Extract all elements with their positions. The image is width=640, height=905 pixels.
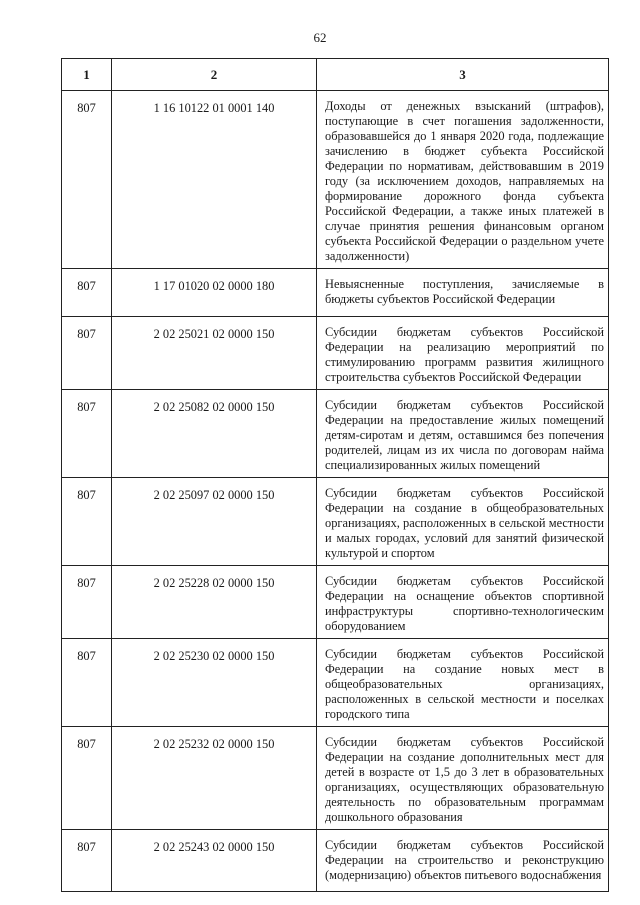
revenue-description (317, 269, 609, 317)
table-row (62, 269, 609, 317)
description-text: Доходы от денежных взысканий (штрафов), поступающие в счет погашения задолженности, образовавшейся до 1 января 2020 года, подлежащие зачислению в бюджет субъекта Российской Федерации по нормативам, действовавшим в 2019 году (за исключением доходов, направляемых на формирование дорожного фонда субъекта Российской Федерации, а также иных платежей в случае принятия решения финансовым органом субъекта Российской Федерации о раздельном учете задолженности) (325, 99, 604, 263)
admin-code: 807 (62, 390, 112, 478)
revenue-code: 1 16 10122 01 0001 140 (112, 91, 317, 269)
description-text: Субсидии бюджетам субъектов Российской Федерации на реализацию мероприятий по стимулированию программ развития жилищного строительства субъектов Российской Федерации (325, 325, 604, 384)
table-row (62, 317, 609, 390)
description-text: Субсидии бюджетам субъектов Российской Федерации на предоставление жилых помещений детям-сиротам и детям, оставшимся без попечения родителей, лицам из их числа по договорам найма специализированных жилых помещений (325, 398, 604, 472)
admin-code: 807 (62, 830, 112, 892)
revenue-description (317, 478, 609, 566)
revenue-code: 2 02 25230 02 0000 150 (112, 639, 317, 727)
admin-code: 807 (62, 566, 112, 639)
table-row (62, 830, 609, 892)
revenue-description (317, 390, 609, 478)
budget-codes-table (61, 58, 609, 892)
revenue-description (317, 91, 609, 269)
description-text: Субсидии бюджетам субъектов Российской Федерации на строительство и реконструкцию (модернизацию) объектов питьевого водоснабжения (325, 838, 604, 882)
revenue-code: 1 17 01020 02 0000 180 (112, 269, 317, 317)
description-text: Субсидии бюджетам субъектов Российской Федерации на создание в общеобразовательных организациях, расположенных в сельской местности и малых городах, условий для занятий физической культурой и спортом (325, 486, 604, 560)
table-row (62, 566, 609, 639)
column-header: 1 (62, 59, 112, 91)
revenue-code: 2 02 25021 02 0000 150 (112, 317, 317, 390)
table-header-row (62, 59, 609, 91)
admin-code: 807 (62, 317, 112, 390)
revenue-description (317, 727, 609, 830)
description-text: Субсидии бюджетам субъектов Российской Федерации на оснащение объектов спортивной инфраструктуры спортивно-технологическим оборудованием (325, 574, 604, 633)
revenue-code: 2 02 25082 02 0000 150 (112, 390, 317, 478)
description-text: Невыясненные поступления, зачисляемые в бюджеты субъектов Российской Федерации (325, 277, 604, 306)
revenue-code: 2 02 25232 02 0000 150 (112, 727, 317, 830)
revenue-code: 2 02 25228 02 0000 150 (112, 566, 317, 639)
column-header: 2 (112, 59, 317, 91)
revenue-description (317, 566, 609, 639)
page-number: 62 (313, 30, 327, 45)
table-row (62, 390, 609, 478)
revenue-code: 2 02 25243 02 0000 150 (112, 830, 317, 892)
admin-code: 807 (62, 269, 112, 317)
description-text: Субсидии бюджетам субъектов Российской Федерации на создание новых мест в общеобразовательных организациях, расположенных в сельской местности и поселках городского типа (325, 647, 604, 721)
revenue-description (317, 830, 609, 892)
admin-code: 807 (62, 91, 112, 269)
revenue-description (317, 317, 609, 390)
table-row (62, 639, 609, 727)
admin-code: 807 (62, 478, 112, 566)
revenue-code: 2 02 25097 02 0000 150 (112, 478, 317, 566)
column-header: 3 (317, 59, 609, 91)
table-row (62, 727, 609, 830)
admin-code: 807 (62, 639, 112, 727)
table-row (62, 91, 609, 269)
description-text: Субсидии бюджетам субъектов Российской Федерации на создание дополнительных мест для детей в возрасте от 1,5 до 3 лет в образовательных организациях, осуществляющих образовательную деятельность по образовательным программам дошкольного образования (325, 735, 604, 824)
table-row (62, 478, 609, 566)
revenue-description (317, 639, 609, 727)
admin-code: 807 (62, 727, 112, 830)
